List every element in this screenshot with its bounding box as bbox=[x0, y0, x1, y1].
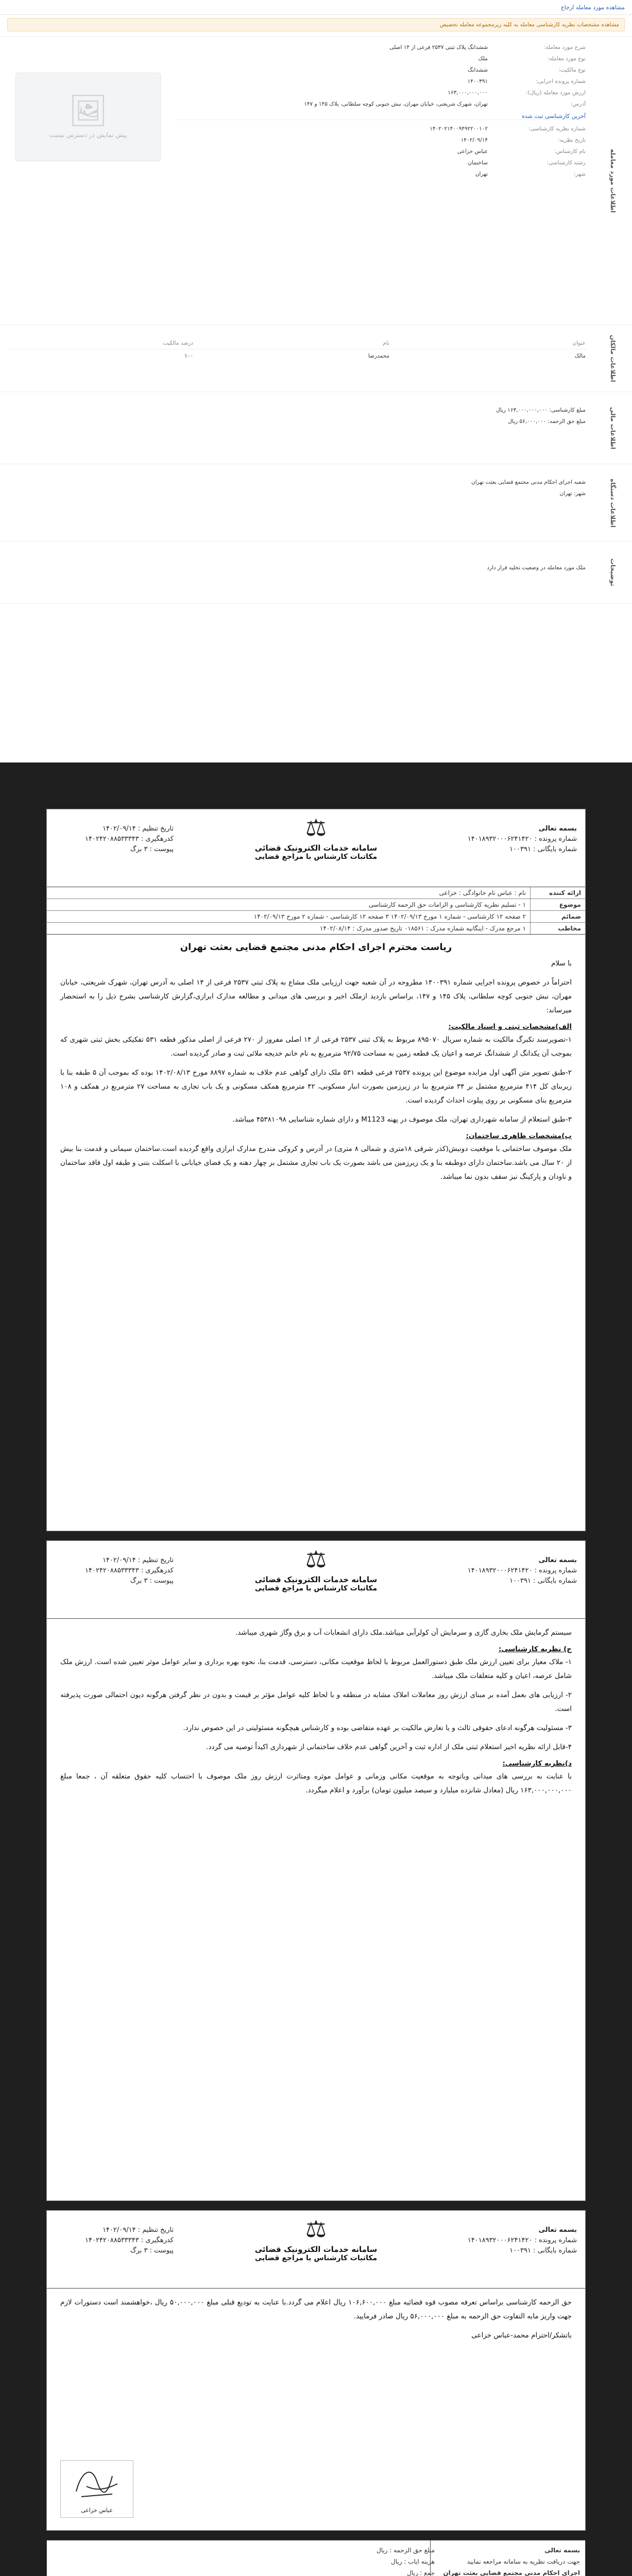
financial-row: مبلغ حق الزحمه: ۵۶,۰۰۰,۰۰۰ ریال bbox=[508, 418, 586, 425]
deal-row: آدرس: تهران، شهرک شریعتی، خیابان مهران، نبش جنوبی کوچه سلطانی، پلاک ۱۴۵ و ۱۴۷ bbox=[304, 101, 586, 107]
table-row: مالک محمدرضا ۱۰۰ bbox=[184, 353, 586, 359]
expertise-row: نام کارشناس: عباس خزاعی bbox=[457, 148, 586, 155]
paragraph: ۲-طبق تصویر متن آگهی اول مزایده موضوع این پرونده ۲۵۳۷ فرعی قطعه ۵۳۱ ملک دارای گواهی عدم خلاف به شماره ۸۸۹۷ مورخ ۱۴۰۲/۰۸/۱۳ بوده که بموجب آن ۵ طبقه بنا با زیربنای کل ۴۱۴ مترمربع مشتمل بر ۳۴ مترمربع بنا در زیرزمین بصورت انبار مسکونی، ۴۲ مترمربع همکف مسکونی و یک باب تجاری به مساحت ۲۷ مترمربع در همکف و ۱۰۸ مترمربع بنای مسکونی بر روی پیلوت احداث گردیده است. bbox=[60, 1069, 572, 1105]
deal-row: نوع مالکیت: ششدانگ bbox=[468, 67, 586, 73]
paragraph: سیستم گرمایش ملک بخاری گازی و سرمایش آن کولرآبی میباشد.ملک دارای انشعابات آب و برق وگاز شهری میباشد. bbox=[235, 1629, 572, 1637]
deal-section bbox=[0, 36, 632, 325]
section-heading: د)نظریه کارشناسی: bbox=[502, 1759, 572, 1768]
paragraph: ملک موصوف ساختمانی با موقعیت دونبش(کذر شرقی ۱۸متری و شمالی ۸ متری) در آدرس و کروکی مندرج مدارک ابرازی واقع گردیده است.ساختمان سیمانی و قدمت بنا بیش از ۲۰ سال می باشد.ساختمان دارای دوطبقه بنا و یک زیرزمین می باشد بصورت یک باب تجاری مشتمل بر چهار دهنه و یک فضای خیابانی با اسکلت بتنی و طبقه اول فاقد ساختمان و ناودان و پارکینگ نیز سقف بدون نما میباشد. bbox=[60, 1145, 572, 1181]
expertise-row: شهر: تهران bbox=[475, 171, 586, 177]
justice-scales-icon: ⚖ bbox=[305, 1545, 327, 1573]
paragraph: ۳- مسئولیت هرگونه ادعای حقوقی ثالث و یا تعارض مالکیت بر عهده متقاضی بوده و کارشناس هیچگونه مسئولیتی در این خصوص ندارد. bbox=[183, 1724, 572, 1732]
image-icon: 🖼 bbox=[68, 93, 108, 129]
unit-row: شهر: تهران bbox=[559, 490, 586, 497]
unit-section-title: اطلاعات دستگاه bbox=[609, 478, 617, 528]
page-header: بسمه تعالی شماره پرونده : ۱۴۰۱۸۹۳۲۰۰۰۶۲۴۱۴۲۰ شماره بایگانی : ۱۰۰۳۹۱ ⚖ سامانه خدمات الکترونیک قضائی مکاتبات کارشناس با مراجع قضایی تاریخ تنظیم : ۱۴۰۲/۰۹/۱۴ کدرهگیری : ۱۴۰۲۴۲۰۸۸۵۳۳۳۴۳ پیوست : ۳ برگ bbox=[47, 2211, 585, 2289]
paragraph: ۱- ملاک معیار برای تعیین ارزش ملک طبق دستورالعمل مربوط با لحاظ موقعیت مکانی، دسترسی، قدمت بنا، نحوه بهره برداری و سایر عوامل موثر تعیین شده است. ارزش ملک شامل عرصه، اعیان و کلیه متعلقات ملک میباشد. bbox=[60, 1658, 572, 1680]
desc-section bbox=[0, 541, 632, 604]
page-header: بسمه تعالی شماره پرونده : ۱۴۰۱۸۹۳۲۰۰۰۶۲۴۱۴۲۰ شماره بایگانی : ۱۰۰۳۹۱ ⚖ سامانه خدمات الکترونیک قضائی مکاتبات کارشناس با مراجع قضایی تاریخ تنظیم : ۱۴۰۲/۰۹/۱۴ کدرهگیری : ۱۴۰۲۴۲۰۸۸۵۳۳۳۴۳ پیوست : ۳ برگ bbox=[47, 809, 585, 887]
expertise-row: تاریخ نظریه: ۱۴۰۲/۰۹/۱۴ bbox=[460, 137, 586, 143]
paragraph: با عنایت به بررسی های میدانی وباتوجه به موقعیت مکانی وزمانی و عوامل موثره ومتاثرت ارزش روز ملک موصوف با احتساب کلیه حقوق متعلقه آن ، جمعا مبلغ ۱۶۳,۰۰۰,۰۰۰,۰۰۰ ریال (معادل شانزده میلیارد و سیصد میلیون تومان) برآورد و اعلام میگردد. bbox=[60, 1772, 572, 1794]
notice-banner bbox=[7, 18, 625, 31]
paragraph: حق الزحمه کارشناسی براساس تعرفه مصوب قوه قضائیه مبلغ ۱۰۶,۶۰۰,۰۰۰ ریال اعلام می گردد.با عنایت به تودیع قبلی مبلغ ۵۰,۰۰۰,۰۰۰ ریال ،خواهشمند است دستورات لازم جهت واریز مابه التفاوت حق الزحمه به مبلغ ۵۶,۰۰۰,۰۰۰ ریال صادر فرمایید. bbox=[60, 2298, 572, 2320]
paragraph: ۳-طبق استعلام از سامانه شهرداری تهران، ملک موصوف در پهنه M1123 و دارای شماره شناسایی ۴۵۳۸۱۰۹۸ میباشد. bbox=[232, 1115, 572, 1124]
page-header: بسمه تعالی شماره پرونده : ۱۴۰۱۸۹۳۲۰۰۰۶۲۴۱۴۲۰ شماره بایگانی : ۱۰۰۳۹۱ ⚖ سامانه خدمات الکترونیک قضائی مکاتبات کارشناس با مراجع قضایی تاریخ تنظیم : ۱۴۰۲/۰۹/۱۴ کدرهگیری : ۱۴۰۲۴۲۰۸۸۵۳۳۳۴۳ پیوست : ۳ برگ bbox=[47, 1541, 585, 1619]
document-page-1: بسمه تعالی شماره پرونده : ۱۴۰۱۸۹۳۲۰۰۰۶۲۴۱۴۲۰ شماره بایگانی : ۱۰۰۳۹۱ ⚖ سامانه خدمات الکترونیک قضائی مکاتبات کارشناس با مراجع قضایی تاریخ تنظیم : ۱۴۰۲/۰۹/۱۴ کدرهگیری : ۱۴۰۲۴۲۰۸۸۵۳۳۳۴۳ پیوست : ۳ برگ ارائه کننده نام : عباس نام خانوادگی : خزاعی موضوع ۱ - تسلیم نظریه کارشناسی و الزامات حق الزحمه کارشناسی ضمائم ۲ صفحه ۱۲ کارشناسی - شماره ۱ مورخ ۱۴۰۲/۰۹/۱۳ ۳ صفحه ۱۲ کارشناسی - شماره ۲ مورخ ۱۴۰۲/۰۹/۱۳ مخاطب ۱ مرجع مدرک - اینگانیه شماره مدرک : ۰۱۸۵۶۱ تاریخ صدور مدرک : ۱۴۰۲/۰۸/۱۴ ریاست محترم اجرای احکام مدنی مجتمع قضایی بعثت تهران با سلام احتراماً در خصوص پرونده اجرایی شماره ۱۴۰۰۳۹۱ مطروحه در آن شعبه جهت ارزیابی ملک مشاع به پلاک ثبتی ۲۵۳۷ فرعی از ۱۴ اصلی به آدرس تهران، شهرک شریعتی، خیابان مهران، نبش جنوبی کوچه سلطانی، پلاک ۱۴۵ و ۱۴۷، براساس بازدید ازملک اخیر و بررسی های میدانی و مطالعه مدارک ابرازی،گزارش کارشناسی بشرح ذیل را به استحضار میرساند: الف)مشخصات ثبتی و اسناد مالکیت: ۱-تصویرسند تکبرگ مالکیت به شماره سریال ۸۹۵۰۷۰ مربوط به پلاک ثبتی ۲۵۳۷ فرعی از ۱۴ اصلی مفروز از ۲۷۰ فرعی از اصلی مذکور قطعه ۵۳۱ تفکیکی بخش ثبتی شهری که بموجب آن یکدانگ از ششدانگ عرصه و اعیان یک قطعه زمین به مساحت ۹۲/۷۵ مترمربع به نام خانم خدیجه ملائی ثبت و صادر گردیده است. ۲-طبق تصویر متن آگهی اول مزایده موضوع این پرونده ۲۵۳۷ فرعی قطعه ۵۳۱ ملک دارای گواهی عدم خلاف به شماره ۸۸۹۷ مورخ ۱۴۰۲/۰۸/۱۳ بوده که بموجب آن ۵ طبقه بنا با زیربنای کل ۴۱۴ مترمربع مشتمل بر ۳۴ مترمربع بنا در زیرزمین بصورت انبار مسکونی، ۴۲ مترمربع همکف مسکونی و یک باب تجاری به مساحت ۲۷ مترمربع در همکف و ۱۰۸ مترمربع بنای مسکونی بر روی پیلوت احداث گردیده است. ۳-طبق استعلام از سامانه شهرداری تهران، ملک موصوف در پهنه M1123 و دارای شماره شناسایی ۴۵۳۸۱۰۹۸ میباشد. ب)مشخصات ظاهری ساختمان: ملک موصوف ساختمانی با موقعیت دونبش(کذر شرقی ۱۸متری و شمالی ۸ متری) در آدرس و کروکی مندرج مدارک ابرازی واقع گردیده است.ساختمان سیمانی و قدمت بنا بیش از ۲۰ سال می باشد.ساختمان دارای دوطبقه بنا و یک زیرزمین می باشد بصورت یک باب تجاری مشتمل بر چهار دهنه و یک فضای خیابانی با اسکلت بتنی و طبقه اول فاقد ساختمان و ناودان و پارکینگ نیز سقف بدون نما میباشد. bbox=[46, 809, 586, 1531]
justice-scales-icon: ⚖ bbox=[305, 814, 327, 841]
paragraph: ۲- ارزیابی های بعمل آمده بر مبنای ارزش روز معاملات املاک مشابه در منطقه و با لحاظ کلیه عوامل مؤثر بر قیمت و بدون در نظر گرفتن هرگونه دیون احتمالی صورت پذیرفته است. bbox=[60, 1691, 572, 1713]
desc-section-title: توضیحات bbox=[609, 558, 617, 586]
latest-expertise-title: آخرین کارشناسی ثبت شده bbox=[175, 113, 586, 120]
expertise-row: رشته کارشناسی: ساختمان bbox=[468, 160, 586, 166]
financial-section bbox=[0, 392, 632, 464]
document-page-3 bbox=[46, 2210, 586, 2531]
meta-table: ارائه کننده نام : عباس نام خانوادگی : خزاعی موضوع ۱ - تسلیم نظریه کارشناسی و الزامات حق الزحمه کارشناسی ضمائم ۲ صفحه ۱۲ کارشناسی - شماره ۱ مورخ ۱۴۰۲/۰۹/۱۳ ۳ صفحه ۱۲ کارشناسی - شماره ۲ مورخ ۱۴۰۲/۰۹/۱۳ مخاطب ۱ مرجع مدرک - اینگانیه شماره مدرک : ۰۱۸۵۶۱ تاریخ صدور مدرک : ۱۴۰۲/۰۸/۱۴ bbox=[47, 887, 585, 935]
deal-row: ارزش مورد معامله (ریال): ۱۶۳,۰۰۰,۰۰۰,۰۰۰ bbox=[448, 90, 586, 96]
paragraph: ۱-تصویرسند تکبرگ مالکیت به شماره سریال ۸۹۵۰۷۰ مربوط به پلاک ثبتی ۲۵۳۷ فرعی از ۱۴ اصلی مفروز از ۲۷۰ فرعی از اصلی مذکور قطعه ۵۳۱ تفکیکی بخش ثبتی شهری که بموجب آن یکدانگ از ششدانگ عرصه و اعیان یک قطعه زمین به مساحت ۹۲/۷۵ مترمربع به نام خانم خدیجه ملائی ثبت و صادر گردیده است. bbox=[60, 1036, 572, 1058]
financial-row: مبلغ کارشناسی: ۱۶۳,۰۰۰,۰۰۰,۰۰۰ ریال bbox=[496, 407, 586, 413]
section-heading: ج) نظریه کارشناسی: bbox=[498, 1645, 572, 1653]
deal-section-title: اطلاعات مورد معامله bbox=[609, 149, 617, 213]
parties-section bbox=[0, 325, 632, 392]
section-heading: ب)مشخصات ظاهری ساختمان: bbox=[466, 1132, 572, 1140]
document-page-2 bbox=[46, 1540, 586, 2201]
expertise-row: شماره نظریه کارشناسی: ۱۴۰۲۰۲۱۴۰۰۹۴۹۲۲۰۰۱۰۲ bbox=[430, 126, 586, 132]
unit-row: شعبه اجرای احکام مدنی مجتمع قضایی بعثت تهران bbox=[471, 479, 586, 485]
col-header: نام bbox=[383, 340, 389, 346]
deal-row: شماره پرونده اجرایی: ۱۴۰۰۳۹۱ bbox=[467, 78, 586, 84]
parties-section-title: اطلاعات مالکان bbox=[609, 335, 617, 382]
footer-box: بسمه تعالی جهت دریافت نظریه به سامانه مراجعه نمایید اجرای احکام مدنی مجتمع قضایی بعثت تهران مبلغ حق الزحمه : ریال هزینه ایاب : ریال جمع : ریال bbox=[46, 2540, 586, 2576]
paragraph: باتشکر/احترام محمد-عباس خزاعی bbox=[471, 2331, 572, 2340]
desc-text: ملک مورد معامله در وضعیت تخلیه قرار دارد bbox=[487, 565, 586, 571]
paragraph: احتراماً در خصوص پرونده اجرایی شماره ۱۴۰۰۳۹۱ مطروحه در آن شعبه جهت ارزیابی ملک مشاع به پلاک ثبتی ۲۵۳۷ فرعی از ۱۴ اصلی به آدرس تهران، شهرک شریعتی، خیابان مهران، نبش جنوبی کوچه سلطانی، پلاک ۱۴۵ و ۱۴۷، براساس بازدید ازملک اخیر و بررسی های میدانی و مطالعه مدارک ابرازی،گزارش کارشناسی بشرح ذیل را به استحضار میرساند: bbox=[60, 978, 572, 1014]
financial-section-title: اطلاعات مالی bbox=[609, 406, 617, 450]
col-header: عنوان bbox=[572, 340, 586, 346]
top-bar bbox=[0, 0, 632, 15]
preview-placeholder bbox=[15, 73, 161, 161]
page-title: مشاهده مورد معامله ارجاع bbox=[561, 4, 625, 11]
unit-section bbox=[0, 464, 632, 541]
signature-box: عباس خزاعی bbox=[60, 2460, 133, 2518]
section-heading: الف)مشخصات ثبتی و اسناد مالکیت: bbox=[448, 1023, 572, 1031]
notice-text: مشاهده مشخصات نظریه کارشناسی معامله به کلیه زیرمجموعه معامله تخصیص bbox=[439, 22, 619, 28]
placeholder-text: پیش نمایش در دسترس نیست bbox=[49, 131, 127, 139]
deal-row: شرح مورد معامله: ششدانگ پلاک ثبتی ۲۵۳۷ فرعی از ۱۴ اصلی bbox=[389, 44, 586, 50]
signature-image bbox=[61, 2461, 133, 2507]
paragraph: ۴-قابل ارائه نظریه اخیر استعلام ثبتی ملک از اداره ثبت و آخرین گواهی عدم خلاف ساختمانی از شهرداری اکیداً توصیه می گردد. bbox=[206, 1743, 572, 1751]
justice-scales-icon: ⚖ bbox=[305, 2215, 327, 2243]
deal-row: نوع مورد معامله: ملک bbox=[478, 56, 586, 62]
col-header: درصد مالکیت bbox=[163, 340, 193, 346]
doc-title: ریاست محترم اجرای احکام مدنی مجتمع قضایی بعثت تهران bbox=[180, 942, 452, 953]
